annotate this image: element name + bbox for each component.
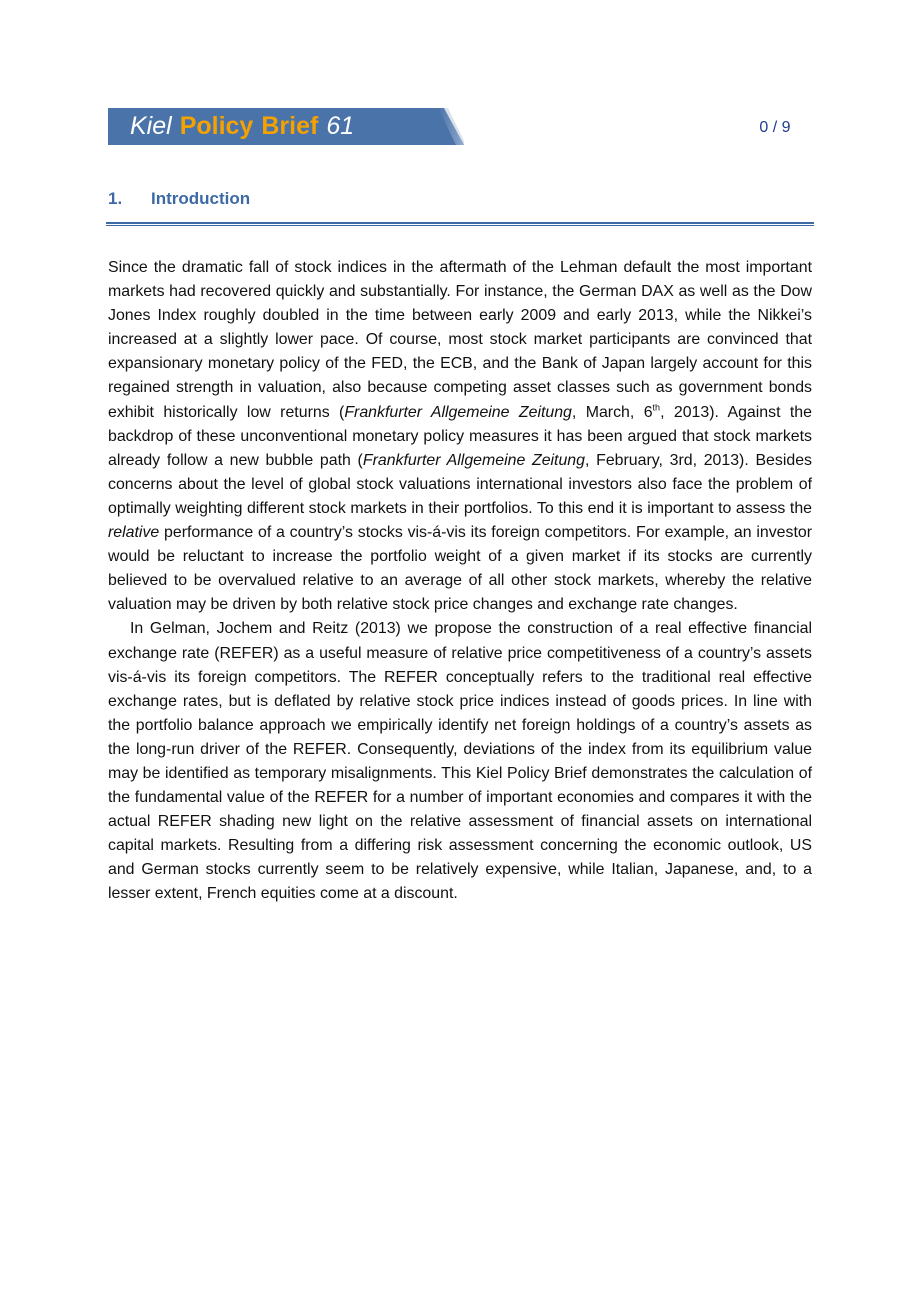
- p1-text-4: , February, 3rd, 2013). Besides concerns about the level of global stock valuations international investors also face the problem of optimally weighting different stock markets in their portfolios. To this end it is important to assess the: [108, 451, 812, 517]
- section-heading: [108, 189, 250, 209]
- body-text: [108, 256, 812, 907]
- series-word-brief: Brief: [261, 112, 319, 140]
- section-title: Introduction: [151, 189, 251, 208]
- ordinal-suffix: th: [652, 402, 661, 413]
- p1-text-2: , March, 6: [571, 403, 653, 421]
- section-divider: [106, 222, 814, 226]
- p1-text-5: performance of a country’s stocks vis-á-vis its foreign competitors. For example, an investor would be reluctant to increase the portfolio weight of a given market if its stocks are currently believed to be overvalued relative to an average of all other stock markets, whereby the relative valuation may be driven by both relative stock price changes and exchange rate changes.: [108, 524, 812, 614]
- section-number: 1.: [108, 189, 123, 208]
- p1-text-3: , 2013). Against the backdrop of these unconventional monetary policy measures it has been argued that stock markets already follow a new bubble path (: [108, 403, 812, 469]
- citation-faz-2: Frankfurter Allgemeine Zeitung: [362, 451, 585, 469]
- paragraph-1: [108, 256, 812, 617]
- emphasis-relative: relative: [108, 524, 160, 542]
- series-word-kiel: Kiel: [130, 112, 172, 140]
- citation-faz-1: Frankfurter Allgemeine Zeitung: [344, 403, 572, 421]
- series-title: [130, 111, 354, 141]
- series-number: 61: [326, 112, 355, 140]
- series-word-policy: Policy: [179, 112, 254, 140]
- series-banner: [108, 108, 464, 145]
- p1-text-1: Since the dramatic fall of stock indices in the aftermath of the Lehman default the most important markets had recovered quickly and substantially. For instance, the German DAX as well as the Dow Jones Index roughly doubled in the time between early 2009 and early 2013, while the Nikkei’s increased at a slightly lower pace. Of course, most stock market participants are convinced that expansionary monetary policy of the FED, the ECB, and the Bank of Japan largely account for this regained strength in valuation, also because competing asset classes such as government bonds exhibit historically low returns (: [108, 259, 812, 421]
- page-indicator: 0 / 9: [759, 119, 791, 136]
- paragraph-2: In Gelman, Jochem and Reitz (2013) we propose the construction of a real effective financial exchange rate (REFER) as a useful measure of relative price competitiveness of a country’s assets vis-á-vis its foreign competitors. The REFER conceptually refers to the traditional real effective exchange rates, but is deflated by relative stock price indices instead of goods prices. In line with the portfolio balance approach we empirically identify net foreign holdings of a country’s assets as the long-run driver of the REFER. Consequently, deviations of the index from its equilibrium value may be identified as temporary misalignments. This Kiel Policy Brief demonstrates the calculation of the fundamental value of the REFER for a number of important economies and compares it with the actual REFER shading new light on the relative assessment of financial assets on international capital markets. Resulting from a differing risk assessment concerning the economic outlook, US and German stocks currently seem to be relatively expensive, while Italian, Japanese, and, to a lesser extent, French equities come at a discount.: [108, 620, 812, 903]
